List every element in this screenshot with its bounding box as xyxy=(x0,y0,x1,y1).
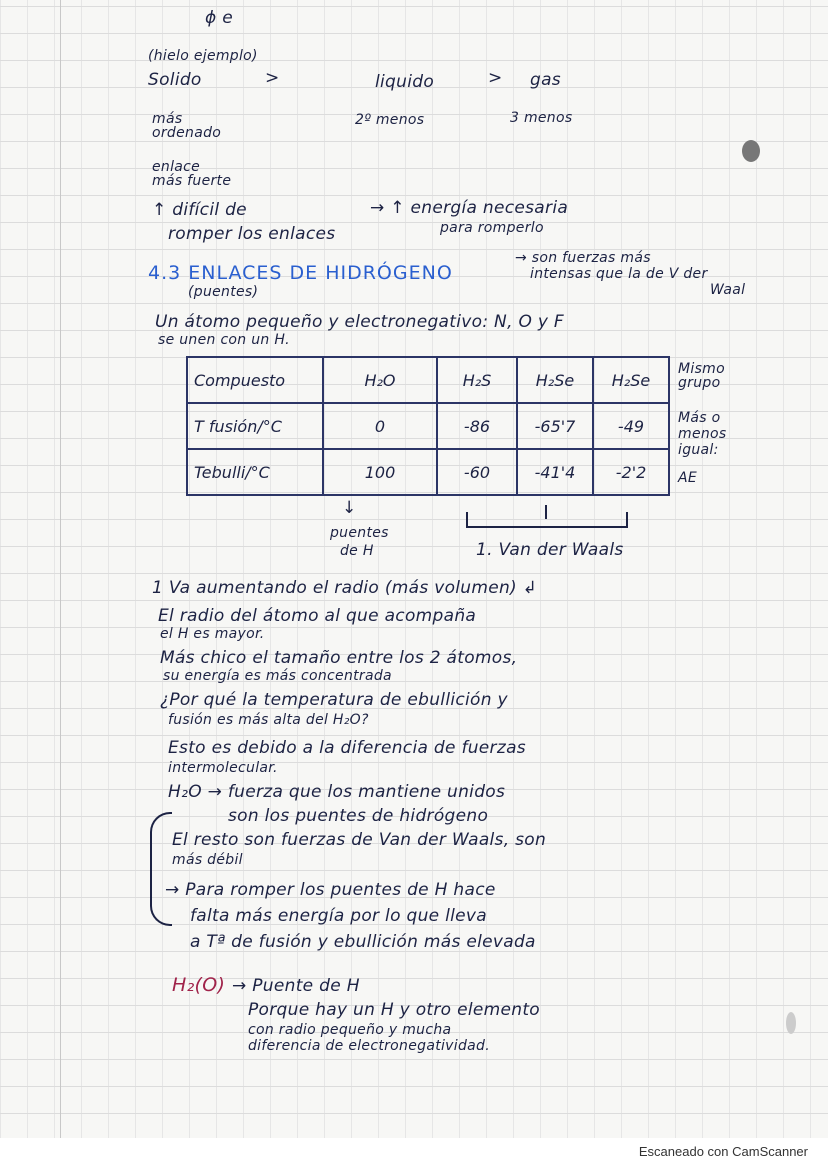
note-text: > xyxy=(488,68,503,88)
table-row xyxy=(187,449,669,495)
body-line: son los puentes de hidrógeno xyxy=(228,806,489,826)
body-line: Esto es debido a la diferencia de fuerzas xyxy=(168,738,526,758)
note-text: diferencia de electronegatividad. xyxy=(248,1038,490,1054)
note-text: ↑ difícil de xyxy=(152,200,247,220)
bracket xyxy=(466,512,628,528)
note-text: Solido xyxy=(148,70,202,90)
note-text: → ↑ energía necesaria xyxy=(370,198,569,218)
body-line: falta más energía por lo que lleva xyxy=(190,906,487,926)
body-line: más débil xyxy=(172,852,243,868)
body-line: el H es mayor. xyxy=(160,626,265,642)
table-cell: T fusión/°C xyxy=(187,403,323,449)
table-cell: -65'7 xyxy=(517,403,593,449)
note-text: gas xyxy=(530,70,561,90)
note-text: Un átomo pequeño y electronegativo: N, O y F xyxy=(155,312,565,332)
note-text: con radio pequeño y mucha xyxy=(248,1022,452,1038)
table-row xyxy=(187,403,669,449)
body-line: El radio del átomo al que acompaña xyxy=(158,606,477,626)
note-text: 3 menos xyxy=(510,110,573,126)
note-text: > xyxy=(265,68,280,88)
table-header: H₂Se xyxy=(517,357,593,403)
note-text: se unen con un H. xyxy=(158,332,290,348)
formula: H₂(O) xyxy=(172,974,226,996)
table-cell: -2'2 xyxy=(593,449,669,495)
note-text: romper los enlaces xyxy=(168,224,336,244)
note-text: de H xyxy=(340,543,374,559)
section-title: 4.3 ENLACES DE HIDRÓGENO xyxy=(148,262,453,284)
note-text: Porque hay un H y otro elemento xyxy=(248,1000,540,1020)
table-cell: Tebulli/°C xyxy=(187,449,323,495)
note-text: → Puente de H xyxy=(232,976,360,996)
table-side-note: Más o menos igual: xyxy=(678,410,727,458)
table-header: Compuesto xyxy=(187,357,323,403)
punch-hole xyxy=(786,1012,796,1034)
arrow-down-icon: ↓ xyxy=(342,498,357,518)
note-text: 1. Van der Waals xyxy=(476,540,624,560)
table-side-note: Mismo grupo xyxy=(678,361,725,391)
bracket xyxy=(545,505,547,519)
table-header: H₂Se xyxy=(593,357,669,403)
note-text: ϕ e xyxy=(205,8,233,28)
note-text: (hielo ejemplo) xyxy=(148,48,258,64)
punch-hole xyxy=(742,140,760,162)
table-header-row xyxy=(187,357,669,403)
body-line: El resto son fuerzas de Van der Waals, son xyxy=(172,830,547,850)
table-side-note: AE xyxy=(678,470,698,486)
margin-line xyxy=(60,0,61,1138)
note-text: para romperlo xyxy=(440,220,544,236)
bracket xyxy=(150,812,172,926)
body-line: intermolecular. xyxy=(168,760,278,776)
note-text: puentes xyxy=(330,525,389,541)
table-header: H₂O xyxy=(323,357,437,403)
melting-boiling-table xyxy=(186,356,670,496)
note-text: liquido xyxy=(375,72,435,92)
table-header: H₂S xyxy=(437,357,517,403)
side-note: Waal xyxy=(710,282,746,298)
table-cell: -49 xyxy=(593,403,669,449)
scanner-watermark: Escaneado con CamScanner xyxy=(638,1144,808,1159)
note-text: más ordenado xyxy=(152,111,222,141)
table-cell: -60 xyxy=(437,449,517,495)
body-line: Más chico el tamaño entre los 2 átomos, xyxy=(160,648,518,668)
side-note: intensas que la de V der xyxy=(530,266,708,282)
section-subtitle: (puentes) xyxy=(188,284,259,300)
body-line: a Tª de fusión y ebullición más elevada xyxy=(190,932,536,952)
side-note: → son fuerzas más xyxy=(515,250,651,266)
note-text: enlace más fuerte xyxy=(152,159,232,189)
body-line: → Para romper los puentes de H hace xyxy=(165,880,496,900)
body-line: fusión es más alta del H₂O? xyxy=(168,712,369,728)
table-cell: -41'4 xyxy=(517,449,593,495)
note-text: 2º menos xyxy=(355,112,425,128)
table-cell: 0 xyxy=(323,403,437,449)
body-line: su energía es más concentrada xyxy=(163,668,392,684)
body-line: 1 Va aumentando el radio (más volumen) ↲ xyxy=(152,578,538,598)
table-cell: 100 xyxy=(323,449,437,495)
body-line: ¿Por qué la temperatura de ebullición y xyxy=(160,690,508,710)
table-cell: -86 xyxy=(437,403,517,449)
body-line: H₂O → fuerza que los mantiene unidos xyxy=(168,782,506,802)
